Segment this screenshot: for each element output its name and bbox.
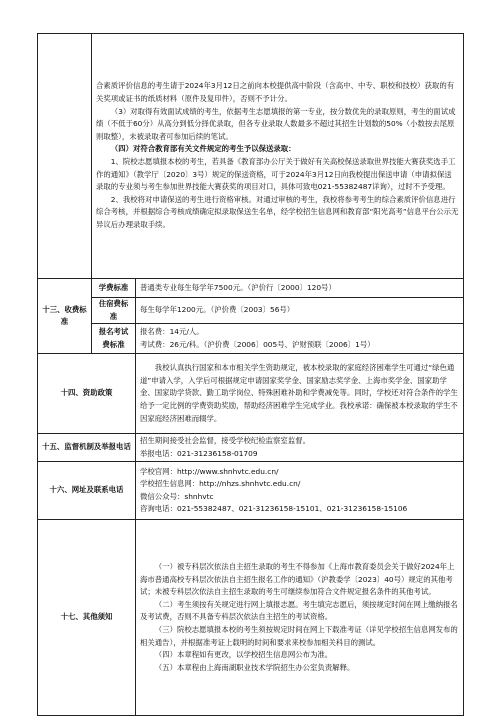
admissions-site-link[interactable]: 学校招生信息网：http://nhzs.shnhvtc.edu.cn/ xyxy=(140,479,301,489)
aid-row xyxy=(38,354,464,434)
supervision-label: 十五、监督机制及举报电话 xyxy=(38,434,136,462)
note-item: （四）本章程如有更改，以学校招生信息网公布为准。 xyxy=(154,650,333,660)
continuation-paragraph: 合素质评价信息的考生请于2024年3月12日之前向本校提供高中阶段（含高中、中专、职校和技校）获取的有关奖项或证书的纸质材料（原件及复印件），否则不予计分。 xyxy=(96,81,455,104)
fees-label: 十三、收费标准 xyxy=(38,279,92,354)
aid-text: 我校认真执行国家和本市相关学生资助规定，被本校录取的家庭经济困难学生可通过“绿色通道”申请入学，入学后可根据规定申请国家奖学金、国家励志奖学金、上海市奖学金、国家助学金、国家助学贷款、勤工助学岗位、特殊困难补助和学费减免等。同时，学校还对符合条件的学生给予一定比例的学费资助奖励，帮助经济困难学生完成学业。我校承诺：确保被本校录取的学生不因家庭经济困难而辍学。 xyxy=(136,354,464,434)
notes-label: 十七、其他须知 xyxy=(38,520,136,716)
tuition-value: 普通类专业每生每学年7500元。（沪价行〔2000〕120号） xyxy=(136,279,464,298)
continuation-paragraph: （3）对取得有效面试成绩的考生，依据考生志愿填报的第一专业，按分数优先的录取原则，考生的面试成绩（不低于60分）从高分到低分择优录取，但各专业录取人数最多不超过其招生计划数的50%（小数按去尾原则取整），未被录取者可参加后续的笔试。 xyxy=(96,106,456,141)
contact-label: 十六、网址及联系电话 xyxy=(38,462,136,520)
fees-tuition-row xyxy=(38,279,464,298)
fees-exam-row xyxy=(38,324,464,354)
lodging-label: 住宿费标准 xyxy=(92,298,136,324)
note-item: （三）院校志愿填报本校的考生须按规定时间在网上下载准考证（详见学校招生信息网发布的相关通告），并根据准考证上载明的时间和要求来校参加相关科目的测试。 xyxy=(140,624,458,647)
exam-fee-label: 报名考试费标准 xyxy=(92,324,136,354)
official-site-link[interactable]: 学校官网：http://www.shnhvtc.edu.cn/ xyxy=(140,466,279,476)
notes-row xyxy=(38,520,464,716)
admissions-regulations-table xyxy=(37,33,464,716)
wechat-account: 微信公众号：shnhvtc xyxy=(140,491,214,501)
consult-phone: 咨询电话：021-55382487、021-31236158-15101、021-31236158-15106 xyxy=(140,504,408,514)
report-phone: 举报电话：021-31236158-01709 xyxy=(140,448,258,458)
supervision-line: 招生期间接受社会监督，接受学校纪检监察室监督。 xyxy=(140,436,310,446)
contact-content xyxy=(136,462,464,520)
note-item: （一）被专科层次依法自主招生录取的考生不得参加《上海市教育委员会关于做好2024年上海市普通高校专科层次依法自主招生报名工作的通知》（沪教委学〔2023〕40号）规定的其他考试；未被专科层次依法自主招生录取的考生可继续参加符合文件规定报名条件的其他考试。 xyxy=(140,562,455,597)
lodging-value: 每生每学年1200元。（沪价费〔2003〕56号） xyxy=(136,298,464,324)
tuition-label: 学费标准 xyxy=(92,279,136,298)
continuation-row xyxy=(38,34,464,279)
note-item: （二）考生须按有关规定进行网上填报志愿。考生填完志愿后，须按规定时间在网上缴纳报名及考试费，否则不具备专科层次依法自主招生的考试资格。 xyxy=(140,599,458,622)
supervision-content xyxy=(136,434,464,462)
supervision-row xyxy=(38,434,464,462)
section4-title: （四）对符合教育部有关文件规定的考生予以保送录取： xyxy=(110,144,296,154)
exam-fee-line: 报名费：14元/人。 xyxy=(140,327,204,337)
continuation-content xyxy=(92,34,464,279)
fees-lodging-row xyxy=(38,298,464,324)
note-item: （五）本章程由上海南湖职业技术学院招生办公室负责解释。 xyxy=(154,662,355,672)
section4-paragraph: 2、我校将对申请保送的考生进行资格审核。对通过审核的考生，我校将参考考生的综合素质评价信息进行综合考核，并根据综合考核成绩确定拟录取保送生名单，经学校招生信息网和教育部“阳光高考”信息平台公示无异议后办理录取手续。 xyxy=(96,194,459,229)
exam-fee-value xyxy=(136,324,464,354)
contact-row xyxy=(38,462,464,520)
notes-content xyxy=(136,520,464,716)
section4-paragraph: 1、院校志愿填报本校的考生，若具备《教育部办公厅关于做好有关高校保送录取世界技能大赛获奖选手工作的通知》（教学厅〔2020〕3号）规定的保送资格，可于2024年3月12日向我校提出保送申请（申请拟保送录取的专业须与考生参加世界技能大赛获奖的项目对口，具体可致电021-55382487详询），过时不予受理。 xyxy=(96,157,456,192)
aid-label: 十四、资助政策 xyxy=(38,354,136,434)
exam-fee-line: 考试费：26元/科。（沪价费〔2006〕005号、沪财预联〔2006〕1号） xyxy=(140,339,375,349)
